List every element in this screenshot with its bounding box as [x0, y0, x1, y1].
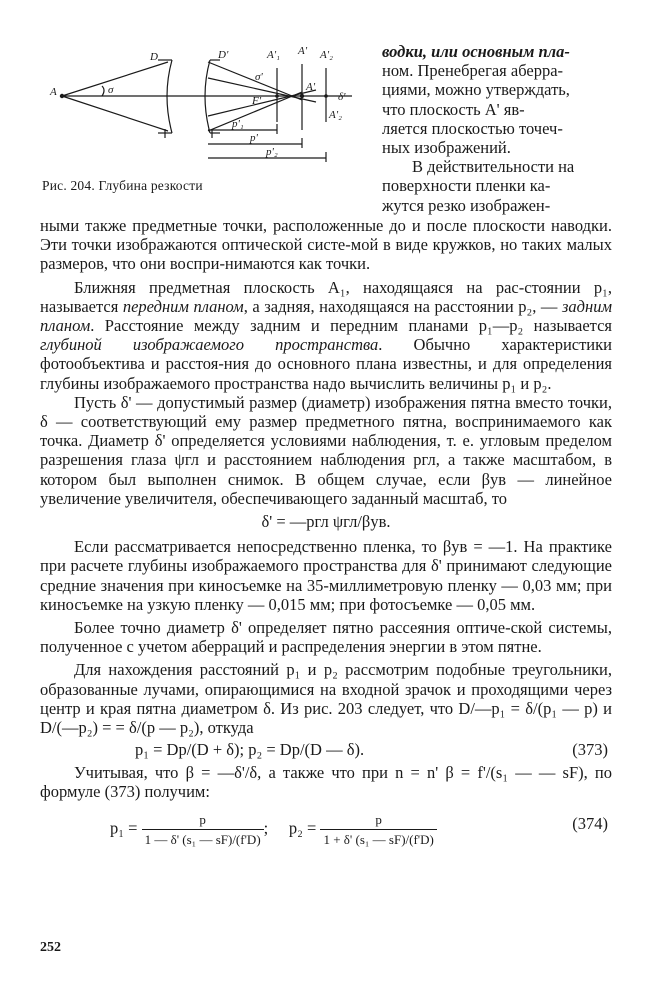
equation-373-number: (373) [572, 740, 608, 760]
label-a1-prime: A'₁ [267, 49, 280, 61]
paragraph: Для нахождения расстояний p₁ и p₂ рассмотрим подобные треугольники, образованные лучами, опирающимися на входной зрачок и проходящими через центр и края пятна диаметром δ. Из рис. 203 следует, что D/—p₁ = δ/(p₁ — p) и D/(—p₂) = = δ/(p — p₂), откуда [40, 660, 612, 738]
label-p1-prime: p'₁ [232, 118, 244, 130]
equation-374-number: (374) [572, 813, 608, 833]
page-number: 252 [40, 940, 61, 955]
eq374-left-lhs: p₁ = [110, 818, 138, 838]
formula-delta: δ' = —pгл ψгл/βув. [261, 512, 391, 532]
label-a-prime-top: A' [298, 45, 308, 57]
label-delta-prime: δ' [338, 91, 346, 103]
paragraph: Более точно диаметр δ' определяет пятно рассеяния оптиче-ской системы, полученное с учетом аберраций и распределения энергии в этом пятне. [40, 618, 612, 657]
side-line: жутся резко изображен- [382, 195, 551, 215]
optical-diagram [40, 38, 370, 188]
label-a2-prime-low: A'₂ [329, 109, 342, 121]
label-p-prime: p' [250, 132, 258, 144]
side-line: что плоскость A' яв- [382, 99, 525, 119]
label-p2-prime: p'₂ [266, 146, 278, 158]
paragraph: Пусть δ' — допустимый размер (диаметр) изображения пятна вместо точки, δ — соответствующий ему размер предметного пятна, воспринимаемого как точка. Диаметр δ' определяется условиями наблюдения, т. е. угловым пределом разрешения глаза ψгл и расстоянием наблюдения pгл, а также масштабом, в котором был выполнен снимок. В общем случае, если βув — линейное увеличение увеличителя, обеспечивающего заданный масштаб, то [40, 392, 612, 508]
side-line: ляется плоскостью точеч- [382, 118, 563, 138]
label-f-prime: F' [252, 95, 262, 107]
paragraph: Ближняя предметная плоскость A₁, находящаяся на рас-стоянии p₁, называется передним планом, а задняя, находящаяся на расстоянии p₂, — задним планом. Расстояние между задним и передним планами p₁—p₂ называется глубиной изображаемого пространства. Обычно характеристики фотообъектива и расстоя-ния до основного плана известны, и для определения глубины изображаемого пространства надо вычислить величины p₁ и p₂. [40, 277, 612, 393]
label-sigma: σ [108, 84, 114, 96]
eq374-right-lhs: p₂ = [288, 818, 317, 838]
label-a2-prime: A'₂ [320, 49, 333, 61]
side-line: ном. Пренебрегая аберра- [382, 61, 564, 81]
equation-373-body: p₁ = Dp/(D + δ); p₂ = Dp/(D — δ). [135, 740, 365, 760]
equation-373 [40, 737, 612, 763]
side-line: циями, можно утверждать, [382, 80, 570, 100]
side-column [382, 42, 612, 215]
equation-374: p₁ = $\frac{p}{\text{1 — δ' (s₁ — sF)/(f'D)}}$ ; p₂ = $\frac{p}{\text{1 + δ' (s₁ — sF)/(f'D)}}$ (374) [40, 802, 612, 854]
main-text [40, 216, 612, 854]
paragraph: ными также предметные точки, расположенные до и после плоскости наводки. Эти точки изображаются оптической систе-мой в виде кружков, но таких малых размеров, что они воспри-нимаются как точки. [40, 216, 612, 274]
label-d-prime: D' [218, 49, 229, 61]
side-line: поверхности пленки ка- [382, 176, 551, 196]
label-a: A [50, 86, 57, 98]
label-sigma-prime: σ' [255, 71, 263, 83]
side-line: водки, или основным пла- [382, 42, 570, 61]
eq374-right-fraction: $\frac{p}{\text{1 + δ' (s₁ — sF)/(f'D)}}$ [320, 810, 436, 849]
paragraph: Учитывая, что β = —δ'/δ, а также что при n = n' β = f'/(s₁ — — sF), по формуле (373) получим: [40, 763, 612, 802]
side-line: В действительности на [412, 157, 575, 177]
label-d: D [150, 51, 158, 63]
eq374-left-fraction: $\frac{p}{\text{1 — δ' (s₁ — sF)/(f'D)}}$ [142, 810, 264, 849]
label-a-prime: A' [306, 81, 316, 93]
side-line: ных изображений. [382, 138, 511, 158]
figure-caption: Рис. 204. Глубина резкости [42, 178, 203, 193]
paragraph: Если рассматривается непосредственно пленка, то βув = —1. На практике при расчете глубины изображаемого пространства для δ' принимают следующие средние значения при киносъемке на 35-миллиметровую пленку — 0,03 мм; при киносъемке на узкую пленку — 0,015 мм; при фотосъемке — 0,05 мм. [40, 537, 612, 614]
